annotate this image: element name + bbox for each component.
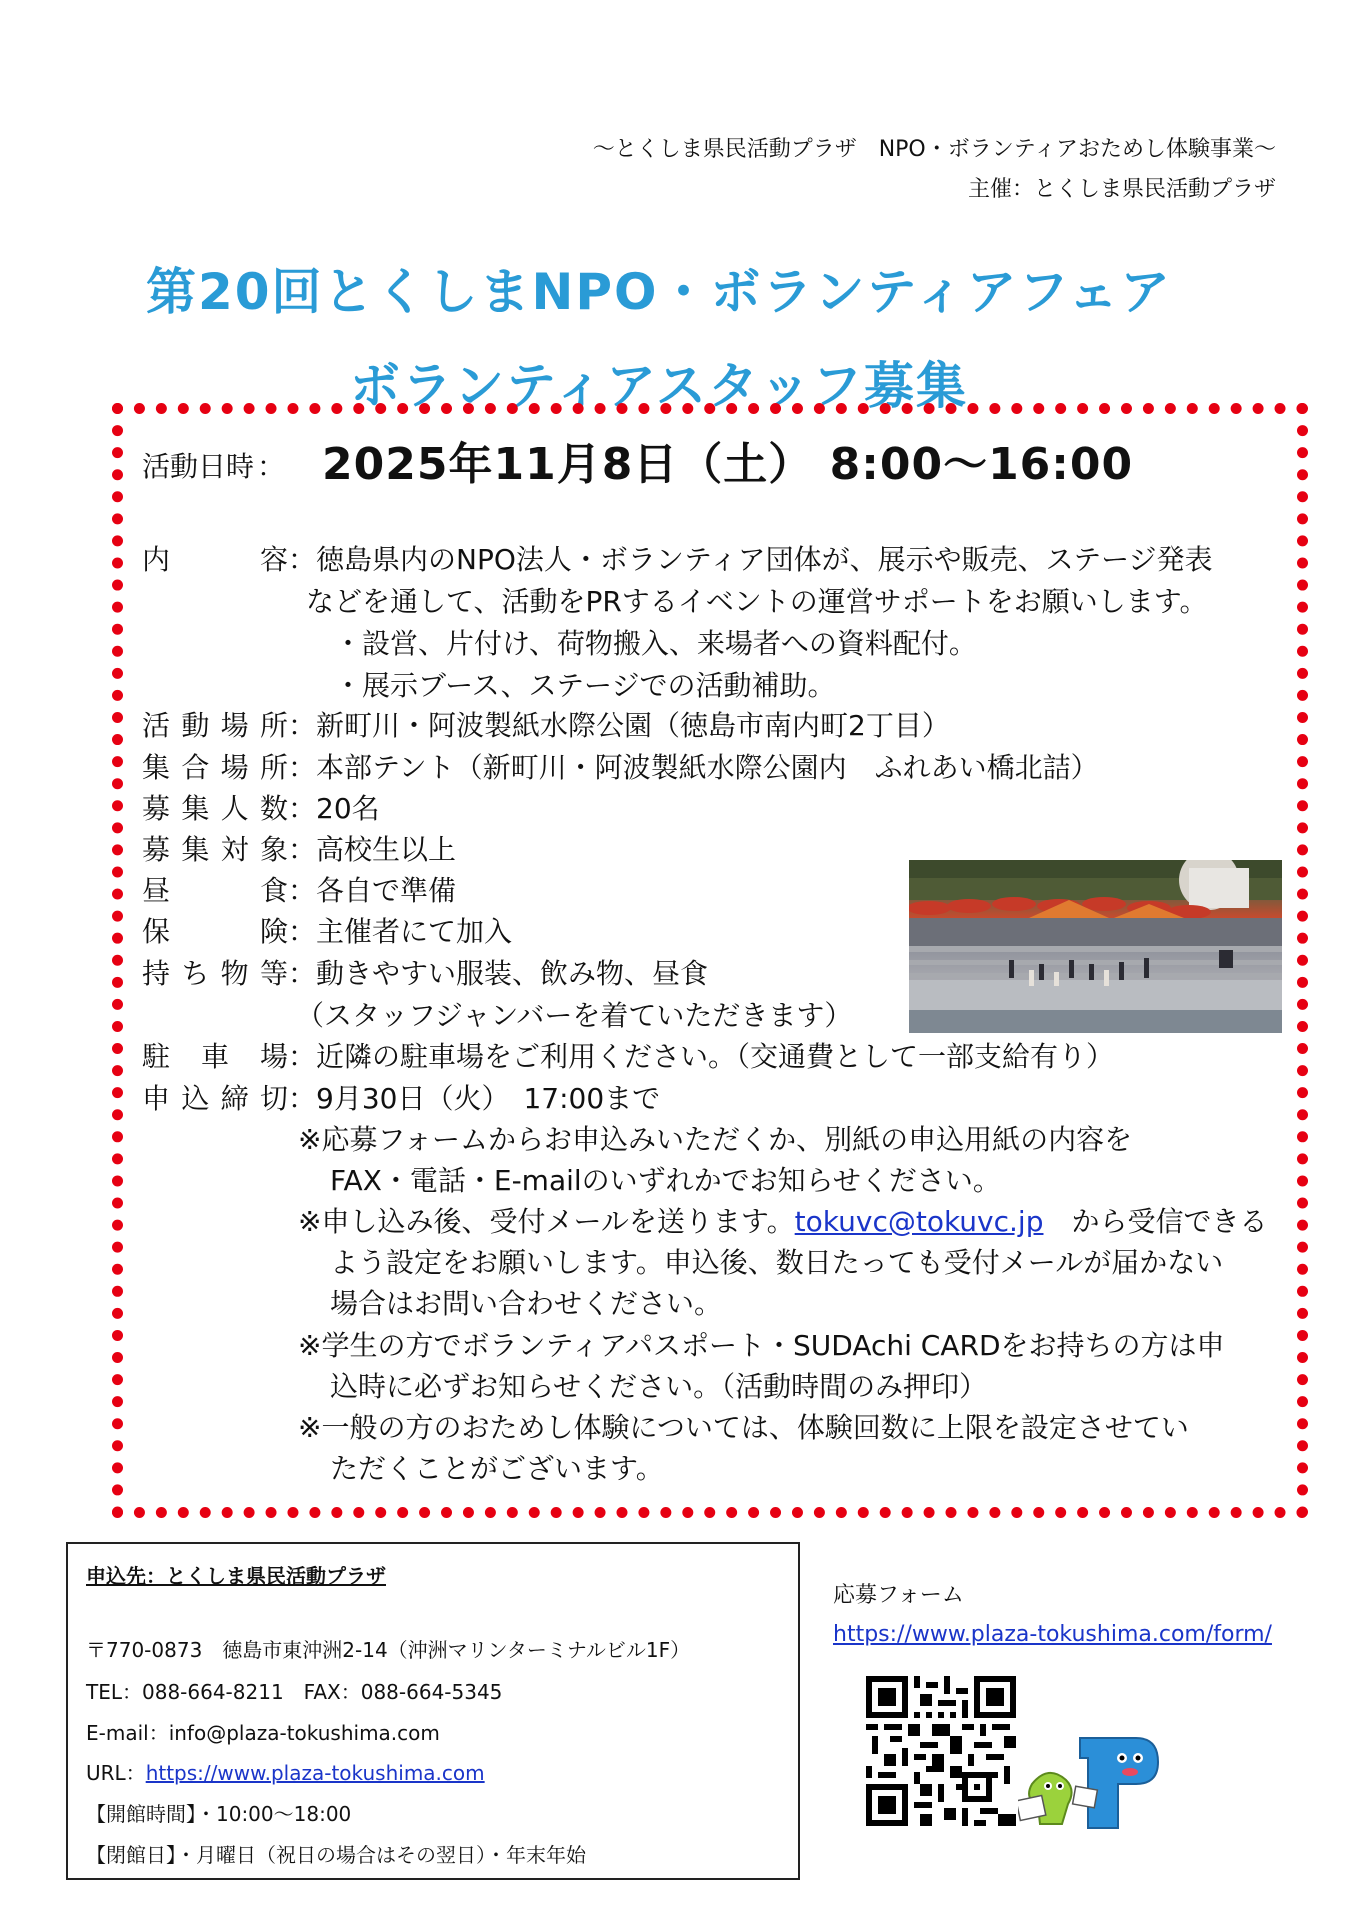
- note-4b: ただくことがございます。: [330, 1452, 664, 1485]
- items-note: （スタッフジャンバーを着ていただきます）: [296, 999, 853, 1032]
- note-3b: 込時に必ずお知らせください。（活動時間のみ押印）: [330, 1370, 988, 1403]
- form-url-link[interactable]: https://www.plaza-tokushima.com/form/: [833, 1622, 1272, 1647]
- datetime-label: 活動日時 ：: [142, 450, 286, 483]
- content-line-2: などを通して、活動をPRするイベントの運営サポートをお願いします。: [306, 585, 1208, 618]
- content-line-1: ：徳島県内のNPO法人・ボランティア団体が、展示や販売、ステージ発表: [288, 543, 1213, 576]
- content-task-2: ・展示ブース、ステージでの活動補助。: [334, 669, 836, 702]
- count-row: 募集人数：20名: [142, 792, 380, 825]
- place-row: 活動場所：新町川・阿波製紙水際公園（徳島市南内町2丁目）: [142, 709, 950, 742]
- note-3a: ※学生の方でボランティアパスポート・SUDAchi CARDをお持ちの方は申: [298, 1329, 1225, 1362]
- contact-heading: 申込先：とくしま県民活動プラザ: [86, 1564, 386, 1588]
- items-row: 持ち物等：動きやすい服装、飲み物、昼食: [142, 957, 709, 990]
- contact-url-line: URL：https://www.plaza-tokushima.com: [86, 1761, 485, 1785]
- contact-address: 〒770-0873 徳島市東沖洲2-14（沖洲マリンターミナルビル1F）: [86, 1638, 691, 1662]
- contact-box: [66, 1542, 800, 1880]
- event-photo-illustration: [909, 860, 1282, 1033]
- note-1a: ※応募フォームからお申込みいただくか、別紙の申込用紙の内容を: [298, 1123, 1133, 1156]
- qr-code-graphic: [866, 1676, 1016, 1826]
- event-photo: [909, 860, 1282, 1033]
- insurance-row: 保 険：主催者にて加入: [142, 915, 513, 948]
- content-label: 内 容: [142, 543, 288, 576]
- contact-email: E-mail：info@plaza-tokushima.com: [86, 1721, 440, 1745]
- qr-code[interactable]: [866, 1676, 1016, 1826]
- note-1b: FAX・電話・E-mailのいずれかでお知らせください。: [330, 1164, 1001, 1197]
- meeting-row: 集合場所：本部テント（新町川・阿波製紙水際公園内 ふれあい橋北詰）: [142, 751, 1099, 784]
- lunch-row: 昼 食：各自で準備: [142, 874, 457, 907]
- note-2b: よう設定をお願いします。申込後、数日たっても受付メールが届かない: [330, 1246, 1224, 1279]
- content-row: [142, 540, 1213, 580]
- form-label: 応募フォーム: [833, 1583, 964, 1608]
- opening-hours: 【開館時間】・10:00～18:00: [86, 1802, 352, 1826]
- parking-row: 駐 車 場：近隣の駐車場をご利用ください。（交通費として一部支給有り）: [142, 1040, 1115, 1073]
- organizer-text: 主催：とくしま県民活動プラザ: [967, 177, 1276, 202]
- mascot-illustration: [1018, 1728, 1168, 1848]
- main-title: 第20回とくしまNPO・ボランティアフェア: [145, 263, 1173, 321]
- recruitment-title: ボランティアスタッフ募集: [350, 357, 968, 415]
- datetime-value: 2025年11月8日（土） 8:00～16:00: [322, 439, 1134, 490]
- target-row: 募集対象：高校生以上: [142, 833, 457, 866]
- event-series-subtitle: ～とくしま県民活動プラザ NPO・ボランティアおためし体験事業～: [592, 137, 1276, 162]
- note-2c: 場合はお問い合わせください。: [330, 1287, 723, 1320]
- contact-tel-fax: TEL：088-664-8211 FAX：088-664-5345: [86, 1680, 503, 1704]
- mascot-character: [1018, 1728, 1168, 1848]
- note-2a: ※申し込み後、受付メールを送ります。tokuvc@tokuvc.jp から受信できる: [298, 1205, 1268, 1238]
- note-4a: ※一般の方のおためし体験については、体験回数に上限を設定させてい: [298, 1411, 1189, 1444]
- closed-days: 【閉館日】・月曜日（祝日の場合はその翌日）・年末年始: [86, 1843, 586, 1867]
- contact-url-link[interactable]: https://www.plaza-tokushima.com: [145, 1761, 485, 1785]
- contact-email-link[interactable]: tokuvc@tokuvc.jp: [794, 1205, 1044, 1238]
- content-task-1: ・設営、片付け、荷物搬入、来場者への資料配付。: [334, 627, 977, 660]
- deadline-row: 申込締切：9月30日（火） 17:00まで: [142, 1082, 661, 1115]
